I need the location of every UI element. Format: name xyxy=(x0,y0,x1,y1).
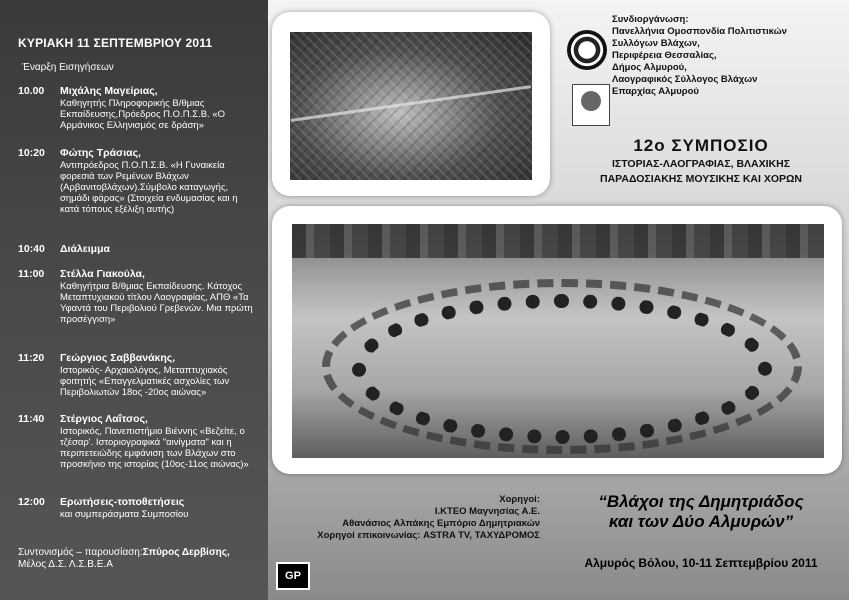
sponsors-head: Χορηγοί: xyxy=(499,494,540,505)
dance-photo-frame xyxy=(272,206,842,474)
slot-desc: και συμπεράσματα Συμποσίου xyxy=(60,509,189,520)
slot-speaker: Ερωτήσεις-τοποθετήσεις xyxy=(60,496,185,508)
organizers-head: Συνδιοργάνωση: xyxy=(612,14,689,25)
sponsor-line: Χορηγοί επικοινωνίας: ASTRA TV, ΤΑΧΥΔΡΟΜΟΣ xyxy=(317,530,540,541)
program-slot xyxy=(18,269,258,325)
slot-speaker: Γεώργιος Σαββανάκης, xyxy=(60,352,176,364)
aerial-photo xyxy=(290,32,532,180)
slot-speaker: Στέργιος Λαΐτσος, xyxy=(60,413,148,425)
slot-time: 11:00 xyxy=(18,268,45,280)
slot-speaker: Μιχάλης Μαγείριας, xyxy=(60,85,158,97)
program-slot xyxy=(18,497,258,520)
slot-time: 10.00 xyxy=(18,85,45,97)
organizer-line: Επαρχίας Αλμυρού xyxy=(612,86,699,97)
slot-time: 10:40 xyxy=(18,243,45,255)
organizer-line: Περιφέρεια Θεσσαλίας, xyxy=(612,50,717,61)
slot-speaker: Στέλλα Γιακούλα, xyxy=(60,268,145,280)
folklore-society-logo-icon xyxy=(572,84,610,126)
slot-desc: Καθηγήτρια Β/θμιας Εκπαίδευσης. Κάτοχος Μεταπτυχιακού τίτλου Λαογραφίας, ΑΠΘ «Τα Υφαντά του Περιβολιού Γρεβενών. Μια πρώτη προσέγγιση» xyxy=(60,281,253,325)
tagline xyxy=(556,492,846,532)
program-slot xyxy=(18,148,258,215)
symposium-subtitle-1: ΙΣΤΟΡΙΑΣ-ΛΑΟΓΡΑΦΙΑΣ, ΒΛΑΧΙΚΗΣ xyxy=(611,158,791,170)
slot-time: 11:40 xyxy=(18,413,45,425)
coordinator-name: Σπύρος Δερβίσης, xyxy=(142,547,230,558)
slot-desc: Ιστορικός, Πανεπιστήμιο Βιέννης «Βεζείτε, ο τζέσαρ'. Ιστοριογραφικά "αινίγματα" και η περιπετειώδης εμφάνιση των Βλάχων στο προσκήνιο της ιστορίας (10ος-11ος αιώνας)» xyxy=(60,426,249,470)
aerial-photo-frame xyxy=(272,12,550,196)
organizer-line: Συλλόγων Βλάχων, xyxy=(612,38,700,49)
tagline-line-2: και των Δύο Αλμυρών” xyxy=(608,512,794,531)
program-start: Έναρξη Εισηγήσεων xyxy=(22,62,114,73)
tagline-line-1: “Βλάχοι της Δημητριάδος xyxy=(598,492,804,511)
slot-time: 12:00 xyxy=(18,496,45,508)
slot-time: 10:20 xyxy=(18,147,45,159)
slot-time: 11:20 xyxy=(18,352,45,364)
sponsors xyxy=(317,494,540,542)
coordinator xyxy=(18,547,230,571)
program-slot xyxy=(18,353,258,398)
coordinator-label: Συντονισμός – παρουσίαση: xyxy=(18,547,143,558)
organizer-line: Δήμος Αλμυρού, xyxy=(612,62,687,73)
organizer-line: Πανελλήνια Ομοσπονδία Πολιτιστικών xyxy=(612,26,787,37)
program-panel xyxy=(0,0,268,600)
program-slot xyxy=(18,86,258,131)
symposium-subtitle-2: ΠΑΡΑΔΟΣΙΑΚΗΣ ΜΟΥΣΙΚΗΣ ΚΑΙ ΧΟΡΩΝ xyxy=(600,173,802,185)
gp-badge: GP xyxy=(276,562,310,590)
organizer-line: Λαογραφικός Σύλλογος Βλάχων xyxy=(612,74,758,85)
program-slot xyxy=(18,244,258,256)
organizers xyxy=(612,14,787,98)
coordinator-role: Μέλος Δ.Σ. Λ.Σ.Β.Ε.Α xyxy=(18,559,113,570)
program-slot xyxy=(18,414,258,470)
slot-speaker: Φώτης Τράσιας, xyxy=(60,147,141,159)
dance-photo xyxy=(292,224,824,458)
slot-desc: Ιστορικός- Αρχαιολόγος, Μεταπτυχιακός φοιτητής «Επαγγελματικές ασχολίες των Περιβολιωτών 18ος -20ος αιώνας» xyxy=(60,365,230,398)
sponsor-line: Ι.ΚΤΕΟ Μαγνησίας Α.Ε. xyxy=(434,506,540,517)
slot-speaker: Διάλειμμα xyxy=(60,243,110,255)
slot-desc: Καθηγητής Πληροφορικής Β/θμιας Εκπαίδευσης,Πρόεδρος Π.Ο.Π.Σ.Β. «Ο Αρμάνικος Ελληνισμός σε δράση» xyxy=(60,98,225,131)
sponsor-line: Αθανάσιος Αλπάκης Εμπόριο Δημητριακών xyxy=(342,518,540,529)
symposium-title: 12ο ΣΥΜΠΟΣΙΟ xyxy=(633,136,769,155)
program-day: ΚΥΡΙΑΚΗ 11 ΣΕΠΤΕΜΒΡΙΟΥ 2011 xyxy=(18,36,213,50)
slot-desc: Αντιπρόεδρος Π.Ο.Π.Σ.Β. «Η Γυναικεία φορεσιά των Ρεμένων Βλάχων (Αρβανιτοβλάχων).Σύμβολο καταγωγής, σημάδι φάρας» (Στοιχεία ενδυμασίας και η κατά τόπους εξέλιξη αυτής) xyxy=(60,160,238,215)
symposium-title-block xyxy=(556,136,846,186)
federation-logo-icon xyxy=(567,30,607,70)
event-place-date: Αλμυρός Βόλου, 10-11 Σεπτεμβρίου 2011 xyxy=(584,556,818,570)
